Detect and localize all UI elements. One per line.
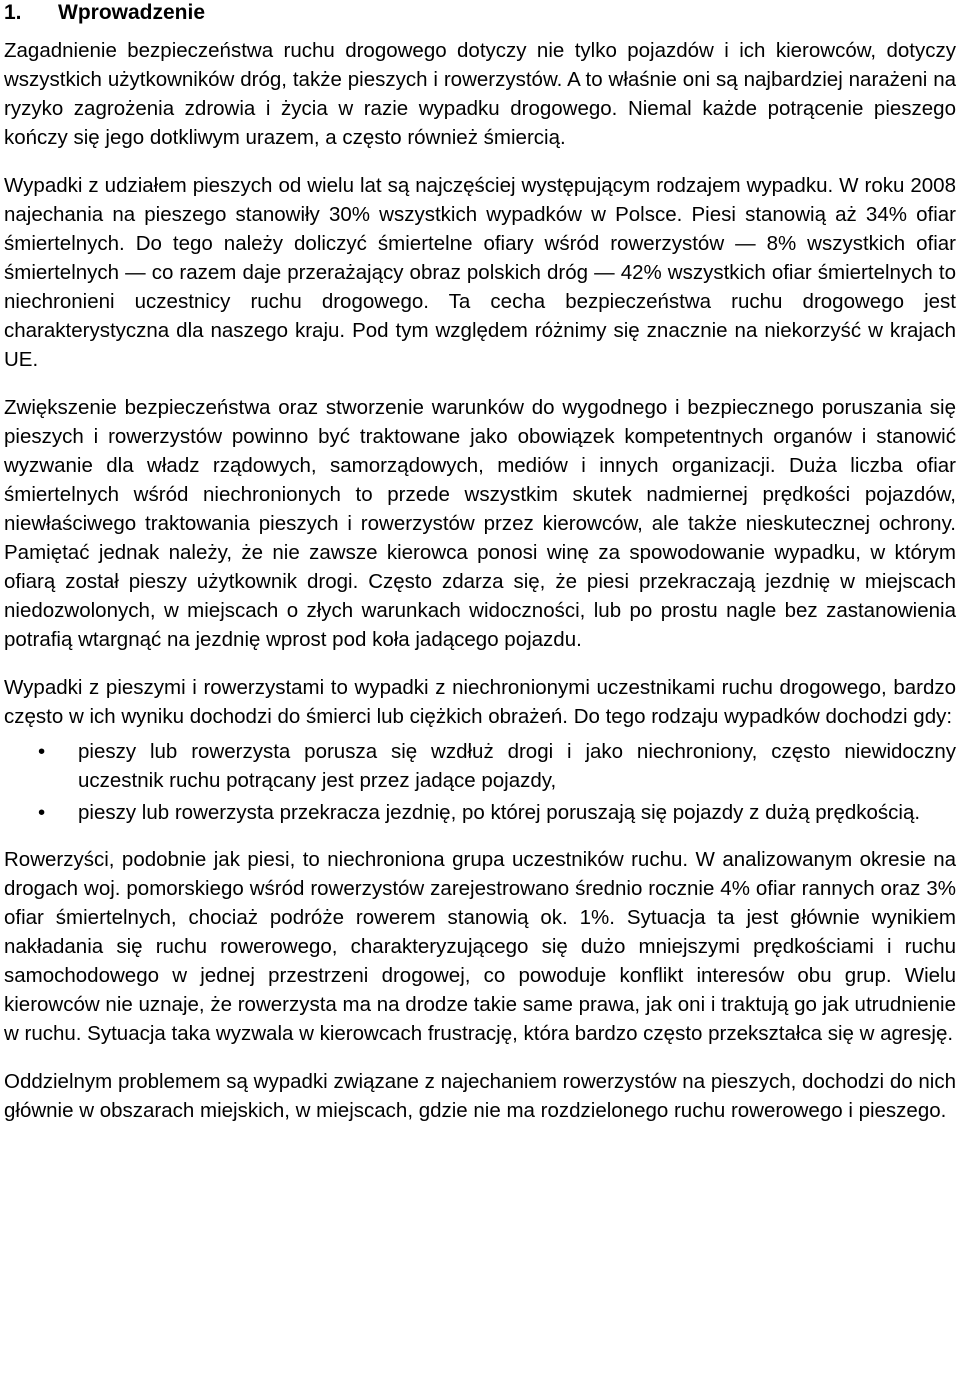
bullet-icon: •	[38, 740, 46, 763]
list-item	[4, 798, 956, 827]
paragraph-cyclist-pedestrian-conflict: Oddzielnym problemem są wypadki związane z najechaniem rowerzystów na pieszych, dochodzi do nich głównie w obszarach miejskich, w miejscach, gdzie nie ma rozdzielonego ruchu rowerowego i pieszego.	[4, 1070, 956, 1122]
paragraph-accident-types: Wypadki z pieszymi i rowerzystami to wypadki z niechronionymi uczestnikami ruchu drogowego, bardzo często w ich wyniku dochodzi do śmierci lub ciężkich obrażeń. Do tego rodzaju wypadków dochodzi gdy:	[4, 676, 956, 728]
section-number: 1.	[4, 1, 22, 24]
paragraph-cyclists: Rowerzyści, podobnie jak piesi, to niechroniona grupa uczestników ruchu. W analizowanym okresie na drogach woj. pomorskiego wśród rowerzystów zarejestrowano średnio rocznie 4% ofiar rannych oraz 3% ofiar śmiertelnych, chociaż podróże rowerem stanowią ok. 1%. Sytuacja ta jest głównie wynikiem nakładania się ruchu rowerowego, charakteryzującego się dużo mniejszymi prędkościami i ruchu samochodowego w jednej przestrzeni drogowej, co powoduje konflikt interesów obu grup. Wielu kierowców nie uznaje, że rowerzysta ma na drodze takie same prawa, jak oni i traktują go jak utrudnienie w ruchu. Sytuacja taka wyzwala w kierowcach frustrację, która bardzo często przekształca się w agresję.	[4, 848, 956, 1045]
list-item	[4, 737, 956, 795]
section-title: Wprowadzenie	[58, 1, 206, 24]
paragraph-safety-improvement: Zwiększenie bezpieczeństwa oraz stworzenie warunków do wygodnego i bezpiecznego poruszania się pieszych i rowerzystów powinno być traktowane jako obowiązek kompetentnych organów i stanowić wyzwanie dla władz rządowych, samorządowych, mediów i innych organizacji. Duża liczba ofiar śmiertelnych wśród niechronionych to przede wszystkim skutek nadmiernej prędkości pojazdów, niewłaściwego traktowania pieszych i rowerzystów przez kierowców, ale także nieskutecznej ochrony. Pamiętać jednak należy, że nie zawsze kierowca ponosi winę za spowodowanie wypadku, w którym ofiarą został pieszy użytkownik drogi. Często zdarza się, że piesi przekraczają jezdnię w miejscach niedozwolonych, w miejscach o złych warunkach widoczności, lub po prostu nagle bez zastanowienia potrafią wtargnąć na jezdnię wprost pod koła jadącego pojazdu.	[4, 396, 956, 651]
section-heading	[4, 0, 956, 26]
list-item-text: pieszy lub rowerzysta porusza się wzdłuż drogi i jako niechroniony, często niewidoczny uczestnik ruchu potrącany jest przez jadące pojazdy,	[78, 740, 956, 792]
bullet-icon: •	[38, 801, 46, 824]
paragraph-statistics: Wypadki z udziałem pieszych od wielu lat są najczęściej występującym rodzajem wypadku. W roku 2008 najechania na pieszego stanowiły 30% wszystkich wypadków w Polsce. Piesi stanowią aż 34% ofiar śmiertelnych. Do tego należy doliczyć śmiertelne ofiary wśród rowerzystów — 8% wszystkich ofiar śmiertelnych — co razem daje przerażający obraz polskich dróg — 42% wszystkich ofiar śmiertelnych to niechronieni uczestnicy ruchu drogowego. Ta cecha bezpieczeństwa ruchu drogowego jest charakterystyczna dla naszego kraju. Pod tym względem różnimy się znacznie na niekorzyść w krajach UE.	[4, 174, 956, 371]
paragraph-intro: Zagadnienie bezpieczeństwa ruchu drogowego dotyczy nie tylko pojazdów i ich kierowców, dotyczy wszystkich użytkowników dróg, także pieszych i rowerzystów. A to właśnie oni są najbardziej narażeni na ryzyko zagrożenia zdrowia i życia w razie wypadku drogowego. Niemal każde potrącenie pieszego kończy się jego dotkliwym urazem, a często również śmiercią.	[4, 39, 956, 149]
list-item-text: pieszy lub rowerzysta przekracza jezdnię, po której poruszają się pojazdy z dużą prędkością.	[78, 801, 921, 824]
accident-conditions-list	[4, 737, 956, 827]
